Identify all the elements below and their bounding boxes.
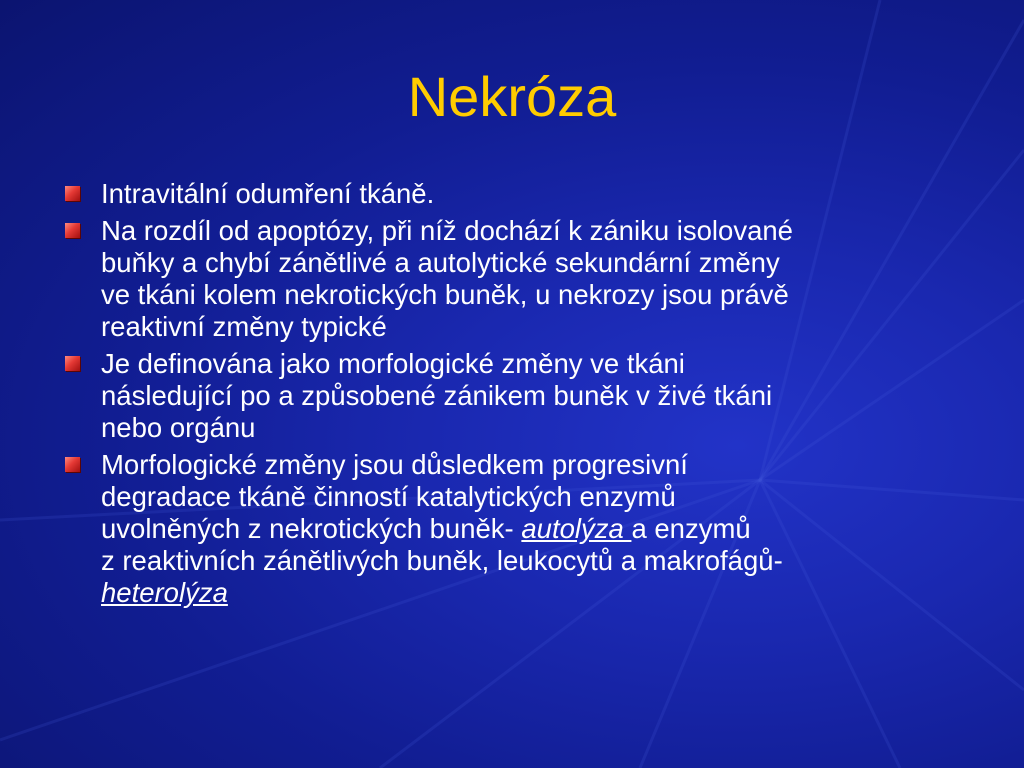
- bullet-line: Na rozdíl od apoptózy, při níž dochází k zániku isolované: [101, 215, 793, 246]
- bullet-line: z reaktivních zánětlivých buněk, leukocytů a makrofágů-: [101, 545, 783, 576]
- bullet-square-icon: [65, 186, 80, 201]
- bullet-item: [62, 178, 982, 210]
- bullet-line: degradace tkáně činností katalytických enzymů: [101, 481, 676, 512]
- bullet-list: [62, 178, 982, 614]
- slide-title: Nekróza: [407, 65, 617, 128]
- bullet-line: Intravitální odumření tkáně.: [101, 178, 435, 209]
- bullet-square-icon: [65, 356, 80, 371]
- bullet-line: buňky a chybí zánětlivé a autolytické sekundární změny: [101, 247, 780, 278]
- bullet-line: Morfologické změny jsou důsledkem progresivní: [101, 449, 688, 480]
- bullet-square-icon: [65, 223, 80, 238]
- bullet-item: [62, 449, 982, 609]
- bullet-line: [101, 513, 982, 545]
- autolyza-link[interactable]: autolýza: [521, 513, 632, 544]
- bullet-square-icon: [65, 457, 80, 472]
- bullet-line: [101, 577, 982, 609]
- line-text: uvolněných z nekrotických buněk-: [101, 513, 522, 544]
- bullet-line: nebo orgánu: [101, 412, 256, 443]
- bullet-line: Je definována jako morfologické změny ve tkáni: [101, 348, 685, 379]
- bullet-item: [62, 348, 982, 444]
- bullet-line: reaktivní změny typické: [101, 311, 387, 342]
- heterolyza-link[interactable]: heterolýza: [101, 577, 228, 608]
- bullet-item: [62, 215, 982, 343]
- bullet-line: ve tkáni kolem nekrotických buněk, u nekrozy jsou právě: [101, 279, 789, 310]
- bullet-line: následující po a způsobené zánikem buněk v živé tkáni: [101, 380, 773, 411]
- line-text: a enzymů: [631, 513, 751, 544]
